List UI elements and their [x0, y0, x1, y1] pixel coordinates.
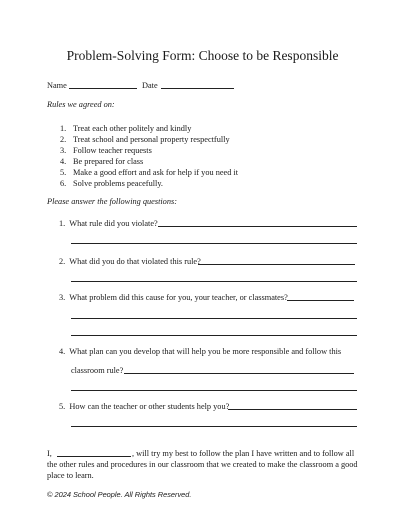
answer-line[interactable] [71, 335, 357, 336]
rule-item: 2. Treat school and personal property respectfully [60, 135, 230, 144]
answer-line[interactable] [71, 318, 357, 319]
question-3: 3. What problem did this cause for you, your teacher, or classmates? [59, 293, 288, 302]
pledge-line-2: the other rules and procedures in our classroom that we created to make the classroom a good [47, 460, 358, 469]
name-field[interactable] [69, 88, 137, 89]
answer-line[interactable] [71, 390, 357, 391]
question-2: 2. What did you do that violated this rule? [59, 257, 201, 266]
date-label: Date [142, 81, 158, 90]
answer-line[interactable] [124, 373, 354, 374]
question-4: 4. What plan can you develop that will help you be more responsible and follow this [59, 347, 342, 356]
answer-line[interactable] [287, 300, 354, 301]
rule-item: 3. Follow teacher requests [60, 146, 152, 155]
questions-heading: Please answer the following questions: [47, 197, 177, 206]
rule-item: 6. Solve problems peacefully. [60, 179, 164, 188]
answer-line[interactable] [71, 243, 357, 244]
rule-item: 1. Treat each other politely and kindly [60, 124, 192, 133]
answer-line[interactable] [228, 409, 357, 410]
date-field[interactable] [161, 88, 234, 89]
pledge-line-1: , will try my best to follow the plan I have written and to follow all [132, 449, 355, 458]
rule-item: 5. Make a good effort and ask for help if you need it [60, 168, 239, 177]
name-label: Name [47, 81, 67, 90]
pledge-name-field[interactable] [57, 456, 131, 457]
answer-line[interactable] [158, 226, 357, 227]
rules-heading: Rules we agreed on: [47, 100, 115, 109]
answer-line[interactable] [198, 264, 355, 265]
page-title: Problem-Solving Form: Choose to be Responsible [66, 48, 339, 63]
pledge-prefix: I, [47, 449, 52, 458]
rule-item: 4. Be prepared for class [60, 157, 144, 166]
answer-line[interactable] [71, 426, 357, 427]
answer-line[interactable] [71, 281, 357, 282]
question-1: 1. What rule did you violate? [59, 219, 158, 228]
copyright-footer: © 2024 School People. All Rights Reserved. [47, 490, 192, 499]
rules-list [60, 123, 238, 189]
question-5: 5. How can the teacher or other students help you? [59, 402, 230, 411]
pledge-line-3: place to learn. [47, 471, 94, 480]
question-4-cont: classroom rule? [71, 366, 124, 375]
